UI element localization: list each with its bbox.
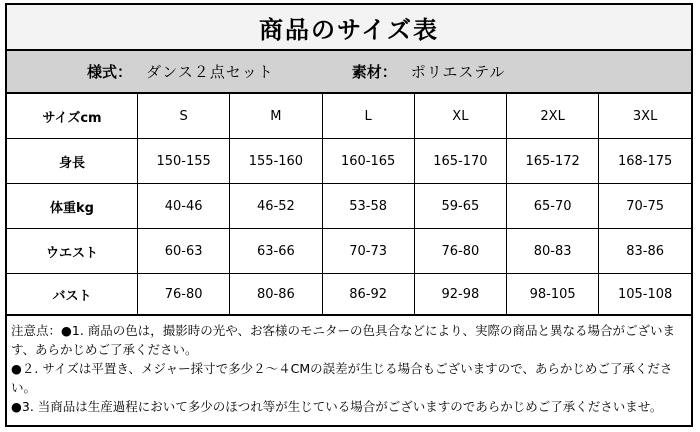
table-cell: 76-80 xyxy=(138,274,230,316)
size-header-row xyxy=(7,94,691,139)
table-cell: 160-165 xyxy=(322,139,414,184)
header-cell: XL xyxy=(414,94,506,139)
notes-section xyxy=(7,316,691,416)
size-table xyxy=(7,94,691,316)
table-row xyxy=(7,229,691,274)
size-chart-sheet xyxy=(5,3,693,427)
row-label: バスト xyxy=(7,274,138,316)
table-cell: 86-92 xyxy=(322,274,414,316)
material-value: ポリエステル xyxy=(410,63,506,81)
product-info-row xyxy=(7,51,691,94)
style-value: ダンス２点セット xyxy=(146,63,274,81)
table-cell: 40-46 xyxy=(138,184,230,229)
table-row xyxy=(7,274,691,316)
header-cell: 2XL xyxy=(507,94,599,139)
table-cell: 80-86 xyxy=(230,274,322,316)
header-cell: サイズcm xyxy=(7,94,138,139)
style-label: 様式： xyxy=(87,63,133,81)
style-cell xyxy=(7,61,274,82)
table-cell: 165-170 xyxy=(414,139,506,184)
table-cell: 150-155 xyxy=(138,139,230,184)
note-line: ●２. サイズは平置き、メジャー採寸で多少２～４CMの誤差が生じる場合もございますので、あらかじめご了承ください。 xyxy=(11,361,673,395)
header-cell: M xyxy=(230,94,322,139)
header-cell: 3XL xyxy=(599,94,691,139)
row-label: 身長 xyxy=(7,139,138,184)
material-cell xyxy=(274,61,506,82)
row-label: 体重kg xyxy=(7,184,138,229)
table-cell: 165-172 xyxy=(507,139,599,184)
header-cell: S xyxy=(138,94,230,139)
row-label: ウエスト xyxy=(7,229,138,274)
table-cell: 76-80 xyxy=(414,229,506,274)
material-label: 素材： xyxy=(351,63,397,81)
table-cell: 92-98 xyxy=(414,274,506,316)
table-row xyxy=(7,184,691,229)
table-cell: 168-175 xyxy=(599,139,691,184)
note-line: 注意点：●1. 商品の色は，撮影時の光や、お客様のモニターの色具合などにより、実際の商品と異なる場合がございます、あらかじめご了承ください。 xyxy=(11,323,676,357)
note-line: ●3. 当商品は生産過程において多少のほつれ等が生じている場合がございますのであらかじめご了承くださいませ。 xyxy=(11,399,663,414)
table-cell: 59-65 xyxy=(414,184,506,229)
table-cell: 105-108 xyxy=(599,274,691,316)
table-cell: 70-73 xyxy=(322,229,414,274)
table-cell: 98-105 xyxy=(507,274,599,316)
table-cell: 46-52 xyxy=(230,184,322,229)
table-cell: 65-70 xyxy=(507,184,599,229)
table-cell: 155-160 xyxy=(230,139,322,184)
table-cell: 63-66 xyxy=(230,229,322,274)
header-cell: L xyxy=(322,94,414,139)
page-title: 商品のサイズ表 xyxy=(7,5,691,51)
table-cell: 83-86 xyxy=(599,229,691,274)
table-cell: 53-58 xyxy=(322,184,414,229)
table-row xyxy=(7,139,691,184)
table-cell: 70-75 xyxy=(599,184,691,229)
table-cell: 60-63 xyxy=(138,229,230,274)
table-cell: 80-83 xyxy=(507,229,599,274)
